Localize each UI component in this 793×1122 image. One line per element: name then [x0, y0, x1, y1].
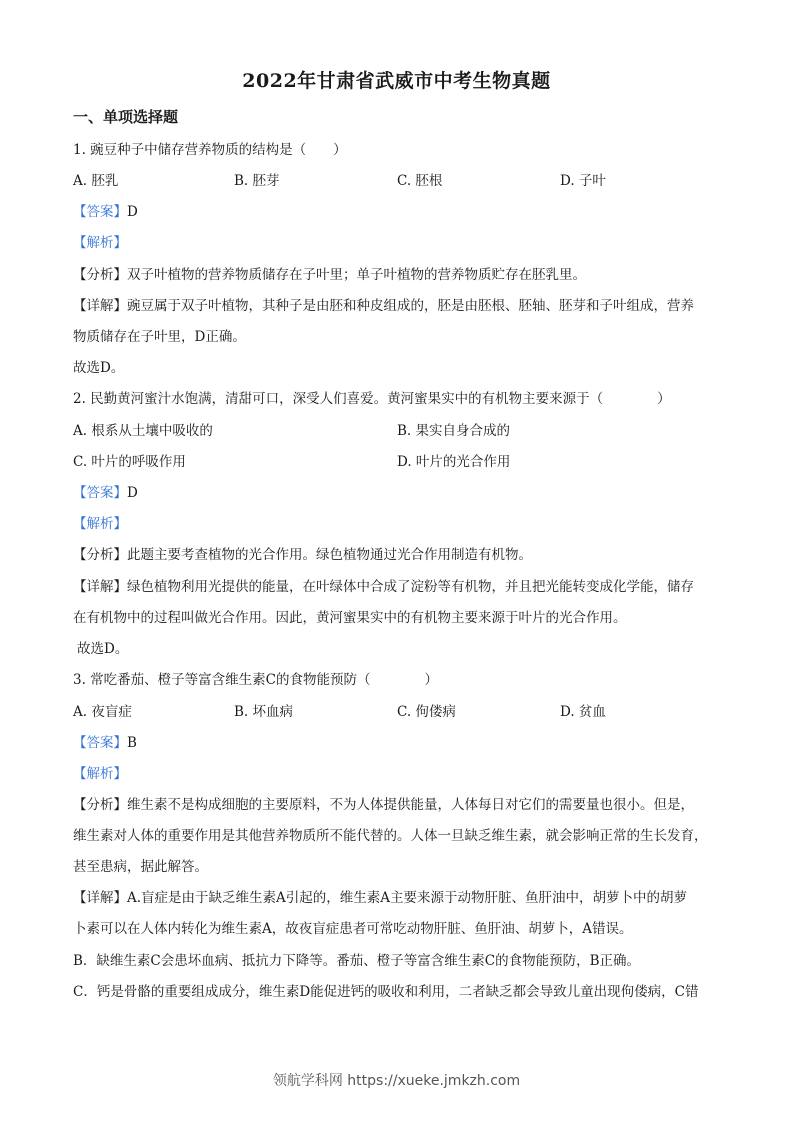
fenxi-text: 此题主要考查植物的光合作用。绿色植物通过光合作用制造有机物。 [127, 547, 532, 563]
q3-option-b: B. 坏血病 [234, 704, 294, 720]
q1-option-c: C. 胚根 [397, 173, 443, 189]
q3-fenxi-cont-1: 维生素对人体的重要作用是其他营养物质所不能代替的。人体一旦缺乏维生素，就会影响正常的生长发育， [73, 828, 708, 844]
q2-option-b: B. 果实自身合成的 [397, 423, 511, 439]
q3-fenxi [73, 796, 694, 814]
q3-xiangjie [73, 889, 687, 907]
fenxi-tag: 【分析】 [73, 547, 127, 563]
q3-option-b-explanation: B．缺维生素C会患坏血病、抵抗力下降等。番茄、橙子等富含维生素C的食物能预防，B正确。 [73, 953, 640, 969]
xiangjie-text: 豌豆属于双子叶植物，其种子是由胚和种皮组成的，胚是由胚根、胚轴、胚芽和子叶组成，营养 [127, 298, 694, 314]
q1-option-a: A. 胚乳 [73, 173, 119, 189]
page-title: 2022年甘肃省武威市中考生物真题 [242, 70, 551, 92]
q1-analysis-tag [73, 234, 127, 252]
answer-tag: 【答案】 [73, 735, 127, 751]
xiangjie-tag: 【详解】 [73, 890, 127, 906]
analysis-tag: 【解析】 [73, 516, 127, 532]
q1-option-b: B. 胚芽 [234, 173, 280, 189]
question-2-stem: 2. 民勤黄河蜜汁水饱满，清甜可口，深受人们喜爱。黄河蜜果实中的有机物主要来源于（ ） [73, 391, 671, 407]
q3-option-a: A. 夜盲症 [73, 704, 132, 720]
q3-answer [73, 734, 137, 752]
q2-analysis-tag [73, 515, 127, 533]
fenxi-text: 维生素不是构成细胞的主要原料，不为人体提供能量，人体每日对它们的需要量也很小。但是， [127, 797, 694, 813]
answer-value: D [127, 204, 138, 220]
xiangjie-text: 绿色植物利用光提供的能量，在叶绿体中合成了淀粉等有机物，并且把光能转变成化学能，储存 [127, 579, 694, 595]
question-3-stem: 3. 常吃番茄、橙子等富含维生素C的食物能预防（ ） [73, 672, 439, 688]
q3-analysis-tag [73, 765, 127, 783]
q1-answer [73, 203, 138, 221]
question-1-stem: 1. 豌豆种子中储存营养物质的结构是（ ） [73, 142, 347, 158]
q2-option-c: C. 叶片的呼吸作用 [73, 454, 186, 470]
q3-xiangjie-cont: 卜素可以在人体内转化为维生素A，故夜盲症患者可常吃动物肝脏、鱼肝油、胡萝卜，A错误。 [73, 921, 633, 937]
fenxi-text: 双子叶植物的营养物质储存在子叶里；单子叶植物的营养物质贮存在胚乳里。 [127, 267, 586, 283]
q1-option-d: D. 子叶 [560, 173, 606, 189]
analysis-tag: 【解析】 [73, 235, 127, 251]
footer-watermark: 领航学科网 https://xueke.jmkzh.com [272, 1073, 521, 1089]
q3-fenxi-cont-2: 甚至患病，据此解答。 [73, 859, 208, 875]
q1-xiangjie [73, 297, 694, 315]
q1-fenxi [73, 266, 586, 284]
xiangjie-tag: 【详解】 [73, 579, 127, 595]
q2-fenxi [73, 546, 532, 564]
q2-option-d: D. 叶片的光合作用 [397, 454, 511, 470]
q3-option-d: D. 贫血 [560, 704, 606, 720]
q2-xiangjie [73, 578, 694, 596]
xiangjie-text: A.盲症是由于缺乏维生素A引起的，维生素A主要来源于动物肝脏、鱼肝油中，胡萝卜中的胡萝 [127, 890, 688, 906]
q2-xiangjie-cont: 在有机物中的过程叫做光合作用。因此，黄河蜜果实中的有机物主要来源于叶片的光合作用。 [73, 610, 627, 626]
q3-option-c: C. 佝偻病 [397, 704, 456, 720]
q2-option-a: A. 根系从土壤中吸收的 [73, 423, 213, 439]
answer-tag: 【答案】 [73, 204, 127, 220]
q2-answer [73, 484, 138, 502]
answer-tag: 【答案】 [73, 485, 127, 501]
section-heading: 一、单项选择题 [73, 108, 179, 126]
answer-value: D [127, 485, 138, 501]
q1-choose: 故选D。 [73, 360, 125, 376]
q2-choose: 故选D。 [77, 641, 129, 657]
fenxi-tag: 【分析】 [73, 797, 127, 813]
q1-xiangjie-cont: 物质储存在子叶里，D正确。 [73, 329, 246, 345]
answer-value: B [127, 735, 137, 751]
xiangjie-tag: 【详解】 [73, 298, 127, 314]
analysis-tag: 【解析】 [73, 766, 127, 782]
fenxi-tag: 【分析】 [73, 267, 127, 283]
q3-option-c-explanation: C．钙是骨骼的重要组成成分，维生素D能促进钙的吸收和利用，二者缺乏都会导致儿童出现佝偻病，C错 [73, 984, 699, 1000]
